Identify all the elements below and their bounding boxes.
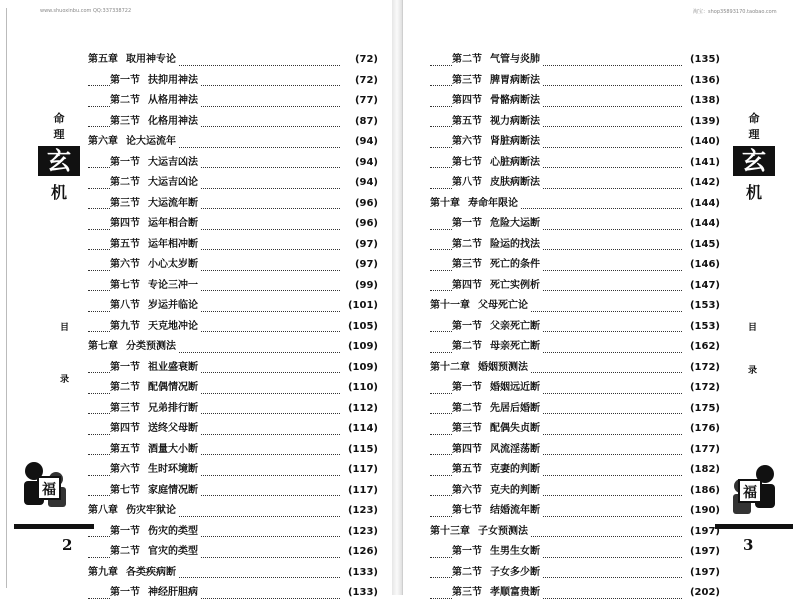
toc-page-number: (141) xyxy=(689,156,720,168)
toc-entry-text xyxy=(88,132,179,153)
toc-title: 死亡的条件 xyxy=(490,259,540,270)
toc-title: 论大运流年 xyxy=(126,136,176,147)
toc-label: 第六节 xyxy=(110,464,140,475)
toc-left xyxy=(88,50,388,604)
toc-entry-text xyxy=(452,542,543,563)
toc-entry-text xyxy=(430,296,531,317)
toc-entry-text xyxy=(110,173,201,194)
toc-entry-text xyxy=(452,317,543,338)
toc-label: 第六节 xyxy=(452,484,482,496)
toc-label: 第八章 xyxy=(88,505,118,516)
toc-page-number: (87) xyxy=(354,115,378,127)
toc-entry-text xyxy=(452,173,543,194)
toc-entry-text xyxy=(452,399,543,420)
toc-title: 父母死亡论 xyxy=(478,300,528,311)
toc-label: 第六节 xyxy=(110,259,140,270)
toc-label: 第五节 xyxy=(110,443,140,455)
toc-page-number: (144) xyxy=(689,218,720,229)
toc-entry-text xyxy=(110,255,201,276)
toc-label: 第五章 xyxy=(88,54,118,65)
toc-page-number: (123) xyxy=(347,505,378,516)
toc-label: 第二节 xyxy=(110,177,140,188)
toc-title: 天克地冲论 xyxy=(148,320,198,332)
toc-title: 危险大运断 xyxy=(490,218,540,229)
toc-title: 脾胃病断法 xyxy=(490,74,540,86)
toc-entry-text xyxy=(452,563,543,584)
toc-label: 第二节 xyxy=(110,382,140,393)
side-mu-left: 目 xyxy=(60,323,70,333)
toc-title: 祖业盛衰断 xyxy=(148,361,198,373)
toc-label: 第一节 xyxy=(110,74,140,86)
toc-title: 克夫的判断 xyxy=(490,484,540,496)
toc-page-number: (101) xyxy=(347,300,378,311)
toc-page-number: (133) xyxy=(347,587,378,598)
toc-entry-text xyxy=(110,440,201,461)
toc-title: 取用神专论 xyxy=(126,54,176,65)
toc-label: 第十章 xyxy=(430,197,460,209)
toc-title: 大运吉凶法 xyxy=(148,156,198,168)
toc-label: 第四节 xyxy=(110,218,140,229)
toc-entry-text xyxy=(452,583,543,604)
toc-entry-text xyxy=(110,276,201,297)
toc-title: 化格用神法 xyxy=(148,115,198,127)
toc-page-number: (177) xyxy=(689,443,720,455)
toc-title: 岁运并临论 xyxy=(148,300,198,311)
toc-page-number: (126) xyxy=(347,546,378,557)
toc-title: 酒量大小断 xyxy=(148,443,198,455)
toc-title: 子女多少断 xyxy=(490,566,540,578)
toc-entry-text xyxy=(452,50,543,71)
toc-page-number: (142) xyxy=(689,177,720,188)
emblem-fu-right: 福 xyxy=(743,485,757,501)
toc-entry-text xyxy=(110,419,201,440)
toc-label: 第二节 xyxy=(452,238,482,250)
toc-page-number: (175) xyxy=(689,402,720,414)
toc-title: 子女预测法 xyxy=(478,525,528,537)
toc-title: 运年相合断 xyxy=(148,218,198,229)
toc-label: 第三节 xyxy=(110,197,140,209)
binding-gutter xyxy=(392,0,402,595)
toc-label: 第三节 xyxy=(110,402,140,414)
toc-title: 生男生女断 xyxy=(490,546,540,557)
toc-entry-text xyxy=(110,358,201,379)
toc-page-number: (109) xyxy=(347,341,378,352)
toc-page-number: (153) xyxy=(689,320,720,332)
toc-title: 神经肝胆病 xyxy=(148,587,198,598)
toc-entry-text xyxy=(110,317,201,338)
header-note-right: 淘宝：shop35893170.taobao.com xyxy=(693,9,777,15)
side-lu-right: 录 xyxy=(748,366,758,376)
toc-entry-text xyxy=(452,214,543,235)
toc-title: 风流淫荡断 xyxy=(490,443,540,455)
toc-page-number: (176) xyxy=(689,423,720,434)
fortune-emblem-left xyxy=(16,455,76,515)
toc-entry-text xyxy=(110,71,201,92)
scan-edge xyxy=(6,8,7,588)
toc-page-number: (172) xyxy=(689,382,720,393)
toc-title: 生时环境断 xyxy=(148,464,198,475)
toc-label: 第二节 xyxy=(452,341,482,352)
toc-title: 气管与炎肺 xyxy=(490,54,540,65)
toc-title: 伤灾的类型 xyxy=(148,525,198,537)
toc-page-number: (99) xyxy=(354,279,378,291)
toc-title: 扶抑用神法 xyxy=(148,74,198,86)
toc-label: 第一节 xyxy=(110,156,140,168)
toc-label: 第四节 xyxy=(452,443,482,455)
toc-title: 兄弟排行断 xyxy=(148,402,198,414)
side-li: 理 xyxy=(748,128,760,141)
toc-page-number: (139) xyxy=(689,115,720,127)
toc-page-number: (144) xyxy=(689,197,720,209)
toc-entry-text xyxy=(452,501,543,522)
toc-label: 第七节 xyxy=(452,156,482,168)
toc-label: 第十三章 xyxy=(430,525,470,537)
toc-title: 克妻的判断 xyxy=(490,464,540,475)
toc-entry-text xyxy=(88,50,179,71)
toc-label: 第一节 xyxy=(452,382,482,393)
toc-page-number: (186) xyxy=(689,484,720,496)
toc-title: 险运的找法 xyxy=(490,238,540,250)
toc-page-number: (135) xyxy=(689,54,720,65)
toc-label: 第六节 xyxy=(452,136,482,147)
toc-page-number: (123) xyxy=(347,525,378,537)
toc-label: 第一节 xyxy=(452,218,482,229)
toc-title: 官灾的类型 xyxy=(148,546,198,557)
toc-entry-text xyxy=(110,542,201,563)
toc-page-number: (97) xyxy=(354,238,378,250)
toc-page-number: (117) xyxy=(347,464,378,475)
toc-label: 第八节 xyxy=(110,300,140,311)
toc-page-number: (94) xyxy=(354,156,378,168)
toc-entry-text xyxy=(430,194,521,215)
toc-entry-text xyxy=(452,112,543,133)
toc-title: 肾脏病断法 xyxy=(490,136,540,147)
toc-page-number: (117) xyxy=(347,484,378,496)
toc-entry-text xyxy=(110,399,201,420)
toc-label: 第三节 xyxy=(452,423,482,434)
toc-page-number: (133) xyxy=(347,566,378,578)
toc-title: 从格用神法 xyxy=(148,95,198,106)
emblem-fu-left: 福 xyxy=(42,482,56,498)
toc-title: 皮肤病断法 xyxy=(490,177,540,188)
toc-label: 第四节 xyxy=(452,95,482,106)
page-number-left: 2 xyxy=(62,536,73,554)
toc-page-number: (182) xyxy=(689,464,720,475)
toc-entry-text xyxy=(452,71,543,92)
toc-title: 心脏病断法 xyxy=(490,156,540,168)
toc-page-number: (115) xyxy=(347,443,378,455)
toc-entry-text xyxy=(452,419,543,440)
toc-page-number: (162) xyxy=(689,341,720,352)
toc-entry-text xyxy=(452,132,543,153)
toc-page-number: (97) xyxy=(354,259,378,270)
toc-entry-text xyxy=(452,481,543,502)
toc-label: 第一节 xyxy=(110,525,140,537)
toc-entry-text xyxy=(452,337,543,358)
side-lu-left: 录 xyxy=(60,375,70,385)
toc-label: 第三节 xyxy=(452,74,482,86)
toc-entry-text xyxy=(110,153,201,174)
toc-title: 父亲死亡断 xyxy=(490,320,540,332)
toc-label: 第四节 xyxy=(452,279,482,291)
toc-page-number: (136) xyxy=(689,74,720,86)
toc-page-number: (197) xyxy=(689,566,720,578)
side-ming: 命 xyxy=(53,112,65,125)
toc-title: 骨骼病断法 xyxy=(490,95,540,106)
toc-label: 第七节 xyxy=(110,279,140,291)
toc-page-number: (197) xyxy=(689,546,720,557)
toc-title: 死亡实例析 xyxy=(490,279,540,291)
toc-title: 运年相冲断 xyxy=(148,238,198,250)
toc-title: 孝顺富贵断 xyxy=(490,587,540,598)
toc-page-number: (94) xyxy=(354,177,378,188)
toc-page-number: (77) xyxy=(354,95,378,106)
header-note-left: www.shuoxinbu.com QQ:337338722 xyxy=(40,8,132,14)
toc-page-number: (145) xyxy=(689,238,720,250)
side-ji: 机 xyxy=(745,183,762,202)
toc-title: 家庭情况断 xyxy=(148,484,198,496)
side-tab-right xyxy=(733,110,775,203)
toc-page-number: (138) xyxy=(689,95,720,106)
toc-label: 第二节 xyxy=(110,546,140,557)
toc-title: 大运流年断 xyxy=(148,197,198,209)
toc-label: 第一节 xyxy=(452,320,482,332)
toc-label: 第六章 xyxy=(88,136,118,147)
toc-title: 分类预测法 xyxy=(126,341,176,352)
toc-page-number: (153) xyxy=(689,300,720,311)
side-ji: 机 xyxy=(50,183,67,202)
toc-label: 第一节 xyxy=(452,546,482,557)
toc-section-row xyxy=(430,583,730,604)
side-ming: 命 xyxy=(748,112,760,125)
toc-entry-text xyxy=(452,378,543,399)
side-mu-right: 目 xyxy=(748,323,758,333)
toc-label: 第五节 xyxy=(452,464,482,475)
toc-entry-text xyxy=(88,337,179,358)
toc-title: 大运吉凶论 xyxy=(148,177,198,188)
side-tab-left xyxy=(38,110,80,203)
toc-label: 第二节 xyxy=(110,95,140,106)
toc-label: 第九节 xyxy=(110,320,140,332)
fortune-emblem-right xyxy=(723,460,783,520)
toc-page-number: (190) xyxy=(689,505,720,516)
toc-title: 母亲死亡断 xyxy=(490,341,540,352)
toc-title: 视力病断法 xyxy=(490,115,540,127)
toc-entry-text xyxy=(88,563,179,584)
toc-entry-text xyxy=(452,91,543,112)
toc-page-number: (96) xyxy=(354,218,378,229)
toc-label: 第二节 xyxy=(452,402,482,414)
toc-page-number: (72) xyxy=(354,54,378,65)
toc-title: 婚姻远近断 xyxy=(490,382,540,393)
toc-label: 第五节 xyxy=(110,238,140,250)
toc-label: 第二节 xyxy=(452,566,482,578)
toc-title: 送终父母断 xyxy=(148,423,198,434)
toc-entry-text xyxy=(110,481,201,502)
toc-label: 第三节 xyxy=(110,115,140,127)
toc-page-number: (96) xyxy=(354,197,378,209)
toc-page-number: (140) xyxy=(689,136,720,147)
toc-page-number: (172) xyxy=(689,361,720,373)
toc-label: 第八节 xyxy=(452,177,482,188)
toc-title: 各类疾病断 xyxy=(126,566,176,578)
toc-right xyxy=(430,50,730,604)
toc-label: 第二节 xyxy=(452,54,482,65)
toc-entry-text xyxy=(430,522,531,543)
toc-section-row xyxy=(88,583,388,604)
toc-label: 第三节 xyxy=(452,587,482,598)
toc-label: 第四节 xyxy=(110,423,140,434)
side-xuan: 玄 xyxy=(733,146,775,176)
toc-entry-text xyxy=(110,214,201,235)
toc-entry-text xyxy=(110,112,201,133)
toc-label: 第十二章 xyxy=(430,361,470,373)
toc-title: 先居后婚断 xyxy=(490,402,540,414)
toc-entry-text xyxy=(110,296,201,317)
toc-title: 专论三冲一 xyxy=(148,279,198,291)
toc-page-number: (72) xyxy=(354,74,378,86)
toc-page-number: (110) xyxy=(347,382,378,393)
toc-page-number: (146) xyxy=(689,259,720,270)
toc-page-number: (112) xyxy=(347,402,378,414)
toc-label: 第九章 xyxy=(88,566,118,578)
toc-label: 第七节 xyxy=(452,505,482,516)
toc-page-number: (114) xyxy=(347,423,378,434)
side-li: 理 xyxy=(53,128,65,141)
toc-label: 第五节 xyxy=(452,115,482,127)
toc-entry-text xyxy=(452,440,543,461)
toc-entry-text xyxy=(110,91,201,112)
toc-label: 第一节 xyxy=(110,587,140,598)
toc-title: 小心太岁断 xyxy=(148,259,198,270)
toc-entry-text xyxy=(110,460,201,481)
toc-page-number: (202) xyxy=(689,587,720,598)
toc-title: 婚姻预测法 xyxy=(478,361,528,373)
toc-entry-text xyxy=(452,153,543,174)
toc-entry-text xyxy=(452,235,543,256)
toc-page-number: (94) xyxy=(354,136,378,147)
toc-page-number: (109) xyxy=(347,361,378,373)
toc-entry-text xyxy=(110,378,201,399)
toc-label: 第七节 xyxy=(110,484,140,496)
toc-label: 第七章 xyxy=(88,341,118,352)
side-xuan: 玄 xyxy=(38,146,80,176)
toc-title: 配偶失贞断 xyxy=(490,423,540,434)
toc-entry-text xyxy=(452,276,543,297)
toc-entry-text xyxy=(430,358,531,379)
toc-entry-text xyxy=(110,522,201,543)
toc-page-number: (147) xyxy=(689,279,720,291)
toc-title: 配偶情况断 xyxy=(148,382,198,393)
toc-label: 第十一章 xyxy=(430,300,470,311)
toc-label: 第一节 xyxy=(110,361,140,373)
toc-entry-text xyxy=(110,583,201,604)
toc-title: 结婚流年断 xyxy=(490,505,540,516)
left-page xyxy=(0,0,393,598)
toc-entry-text xyxy=(452,255,543,276)
toc-entry-text xyxy=(110,194,201,215)
toc-title: 伤灾牢狱论 xyxy=(126,505,176,516)
toc-page-number: (197) xyxy=(689,525,720,537)
page-number-right: 3 xyxy=(743,536,754,554)
toc-entry-text xyxy=(88,501,179,522)
toc-label: 第三节 xyxy=(452,259,482,270)
bottom-rule-left xyxy=(14,524,94,529)
toc-title: 寿命年限论 xyxy=(468,197,518,209)
toc-entry-text xyxy=(110,235,201,256)
toc-page-number: (105) xyxy=(347,320,378,332)
toc-entry-text xyxy=(452,460,543,481)
